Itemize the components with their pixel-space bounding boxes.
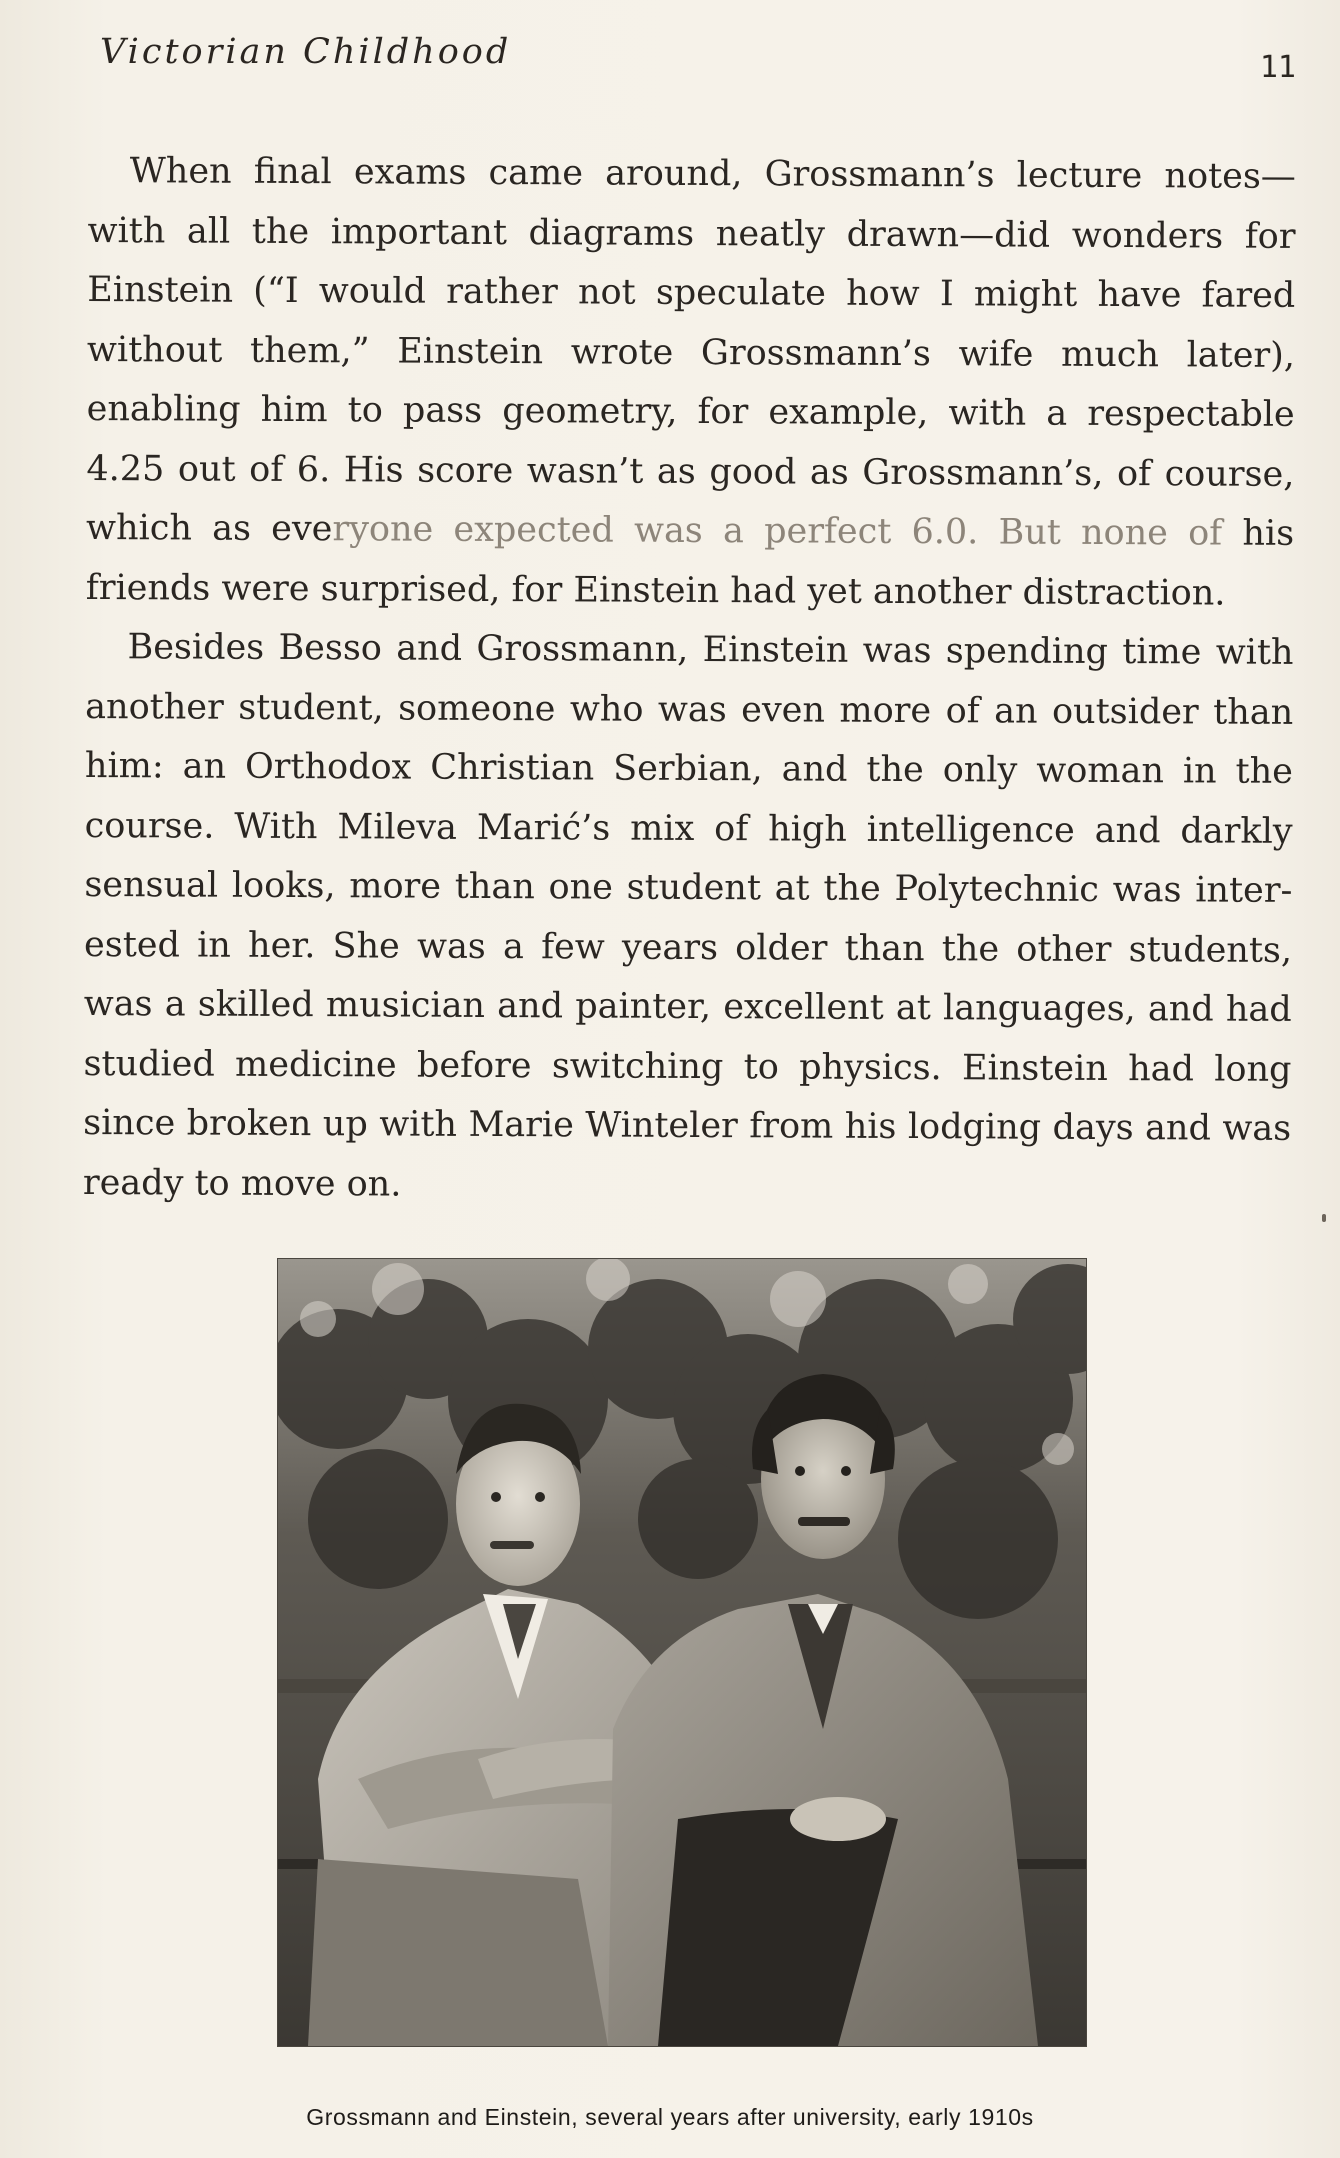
paragraph-2: Besides Besso and Grossmann, Einstein was spending time with another student, someone who was even more of an outsider than him: an Orthodox Christian Serbian, and the only woman in the course. With Mileva Marić’s mix of high intelligence and darkly sensual looks, more than one student at the Polytechnic was interested in her. She was a few years older than the other students, was a skilled musician and painter, excellent at languages, and had studied medicine before switching to physics. Einstein had long since broken up with Marie Winteler from his lodging days and was ready to move on. — [82, 627, 1294, 1205]
paragraph-1-text-a: When final exams came around, Grossmann’s lecture notes—with all the important diagrams neatly drawn—did wonders for Einstein (“I would rather not speculate how I might have fared without them,” Einstein wrote Grossmann’s wife much later), enabling him to pass geometry, for example, with a respectable 4.25 out of 6. His score wasn’t as good as Grossmann’s, of course, which as eve — [86, 151, 1296, 550]
paper-speck — [1322, 1214, 1326, 1222]
running-head: Victorian Childhood — [100, 32, 512, 72]
body-text — [83, 142, 1296, 1219]
paragraph-1-faded-text: ryone expected was a perfect 6.0. But none of — [332, 509, 1223, 554]
paragraph-1-text-b: his friends were surprised, for Einstein had yet another distraction. — [85, 513, 1295, 614]
page-number: 11 — [1259, 50, 1296, 85]
photograph-grossmann-einstein — [277, 1258, 1087, 2047]
paragraph-1 — [86, 142, 1296, 624]
photo-caption: Grossmann and Einstein, several years after university, early 1910s — [306, 2104, 1034, 2130]
